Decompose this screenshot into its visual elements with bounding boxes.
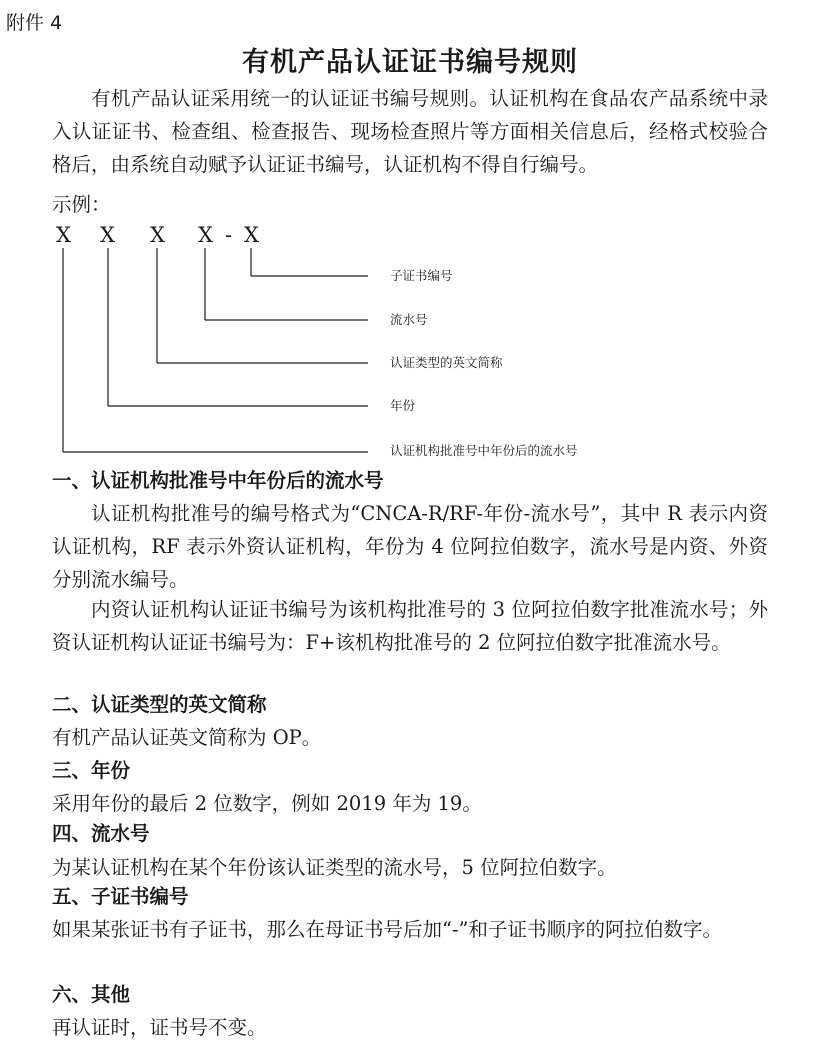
diagram-dash: -: [225, 223, 233, 247]
section-1-heading: 一、认证机构批准号中年份后的流水号: [52, 469, 384, 492]
section-4-heading: 四、流水号: [52, 822, 150, 845]
diagram-symbol-2: X: [100, 223, 115, 247]
example-label: 示例：: [52, 193, 111, 216]
section-5-paragraph: 如果某张证书有子证书，那么在母证书号后加“-”和子证书顺序的阿拉伯数字。: [52, 918, 723, 941]
section-1-paragraph-2: 内资认证机构认证证书编号为该机构批准号的 3 位阿拉伯数字批准流水号；外资认证机构认证证书编号为：F+该机构批准号的 2 位阿拉伯数字批准流水号。: [52, 598, 768, 654]
label-sub-cert-number: 子证书编号: [390, 268, 453, 283]
section-1-paragraph-1: 认证机构批准号的编号格式为“CNCA-R/RF-年份-流水号”，其中 R 表示内资认证机构，RF 表示外资认证机构，年份为 4 位阿拉伯数字，流水号是内资、外资分别流水编号。: [52, 502, 768, 591]
section-2-paragraph: 有机产品认证英文简称为 OP。: [52, 726, 322, 749]
section-4-paragraph: 为某认证机构在某个年份该认证类型的流水号，5 位阿拉伯数字。: [52, 856, 617, 879]
diagram-symbol-4: X: [198, 223, 213, 247]
label-serial-number: 流水号: [390, 312, 428, 327]
attachment-label: 附件 4: [6, 12, 63, 34]
numbering-diagram: [0, 0, 820, 470]
diagram-symbol-5: X: [244, 223, 259, 247]
intro-paragraph: 有机产品认证采用统一的认证证书编号规则。认证机构在食品农产品系统中录入认证证书、检查组、检查报告、现场检查照片等方面相关信息后，经格式校验合格后，由系统自动赋予认证证书编号，认证机构不得自行编号。: [52, 87, 768, 176]
label-year: 年份: [390, 398, 416, 413]
diagram-symbol-1: X: [56, 223, 71, 247]
section-6-heading: 六、其他: [52, 983, 131, 1006]
section-3-heading: 三、年份: [52, 759, 131, 782]
section-2-heading: 二、认证类型的英文简称: [52, 693, 267, 716]
page-title: 有机产品认证证书编号规则: [242, 47, 578, 78]
label-cert-type-abbr: 认证类型的英文简称: [390, 355, 503, 370]
section-3-paragraph: 采用年份的最后 2 位数字，例如 2019 年为 19。: [52, 792, 482, 815]
diagram-symbol-3: X: [150, 223, 165, 247]
label-approval-serial: 认证机构批准号中年份后的流水号: [390, 443, 578, 458]
section-5-heading: 五、子证书编号: [52, 885, 189, 908]
section-6-paragraph: 再认证时，证书号不变。: [52, 1016, 267, 1039]
